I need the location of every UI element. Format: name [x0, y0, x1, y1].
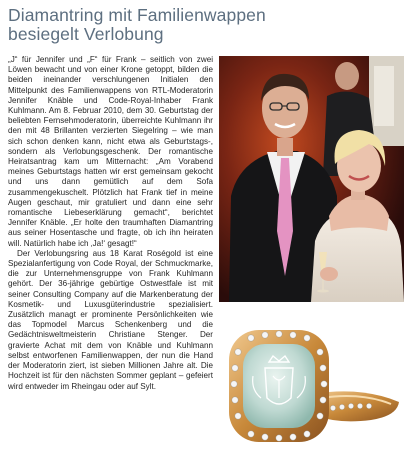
couple-photo [219, 56, 404, 302]
article-headline [8, 6, 368, 44]
headline-line-2: besiegelt Verlobung [8, 24, 164, 44]
article-paragraph-1: „J“ für Jennifer und „F“ für Frank – seitlich von zwei Löwen bewacht und von einer Krone getoppt, bilden die beiden ineinander verschlungenen Initialen den Mittelpunkt des Familienwappens von RTL-Moderatorin Jennifer Knäble und Code-Royal-Inhaber Frank Kuhlmann. Am 8. Februar 2010, dem 30. Geburtstag der beliebten Fernsehmoderatorin, überreichte Kuhlmann ihr den mit 48 Brillanten verzierten Siegelring – wie man sich schon denken kann, nicht etwa als Geburtstags-, sondern als Verlobungsgeschenk. Der romantische Heiratsantrag kam um Mitternacht: „Am Vorabend meines Geburtstags hatten wir erst gemeinsam gekocht und uns dann gemütlich auf dem Sofa zusammengekuschelt. Plötzlich hat Frank tief in meine Augen geschaut, mir gratuliert und dann eine sehr romantische Liebeserklärung gemacht“, berichtet Jennifer Knäble. „Er holte den traumhaften Diamantring aus seiner Hosentasche und fragte, ob ich ihn heiraten will. Natürlich habe ich ‚Ja!‘ gesagt!“ [8, 55, 213, 248]
headline-line-1: Diamantring mit Familienwappen [8, 5, 266, 25]
article-body [8, 55, 213, 392]
seal-ring-image [221, 324, 404, 452]
article-paragraph-2: Der Verlobungsring aus 18 Karat Roségold ist eine Spezialanfertigung von Code Royal, der Schmuckmarke, die zur Unternehmensgruppe von Frank Kuhlmann gehört. Der 36-jährige gebürtige Ostwestfale ist mit seiner Consulting Company auf die Markenberatung der Kosmetik- und Luxusgüterindustrie spezialisiert. Zusätzlich managt er prominente Persönlichkeiten wie das Topmodel Marcus Schenkenberg und die Gedächtnisweltmeisterin Christiane Stenger. Der gravierte Achat mit dem von Knäble und Kuhlmann selbst entworfenen Familienwappen, der nun die Hand der Moderatorin ziert, ist sieben Millionen Jahre alt. Die Hochzeit ist für den nächsten Sommer geplant – gefeiert wird entweder im Rheingau oder auf Sylt. [8, 248, 213, 391]
